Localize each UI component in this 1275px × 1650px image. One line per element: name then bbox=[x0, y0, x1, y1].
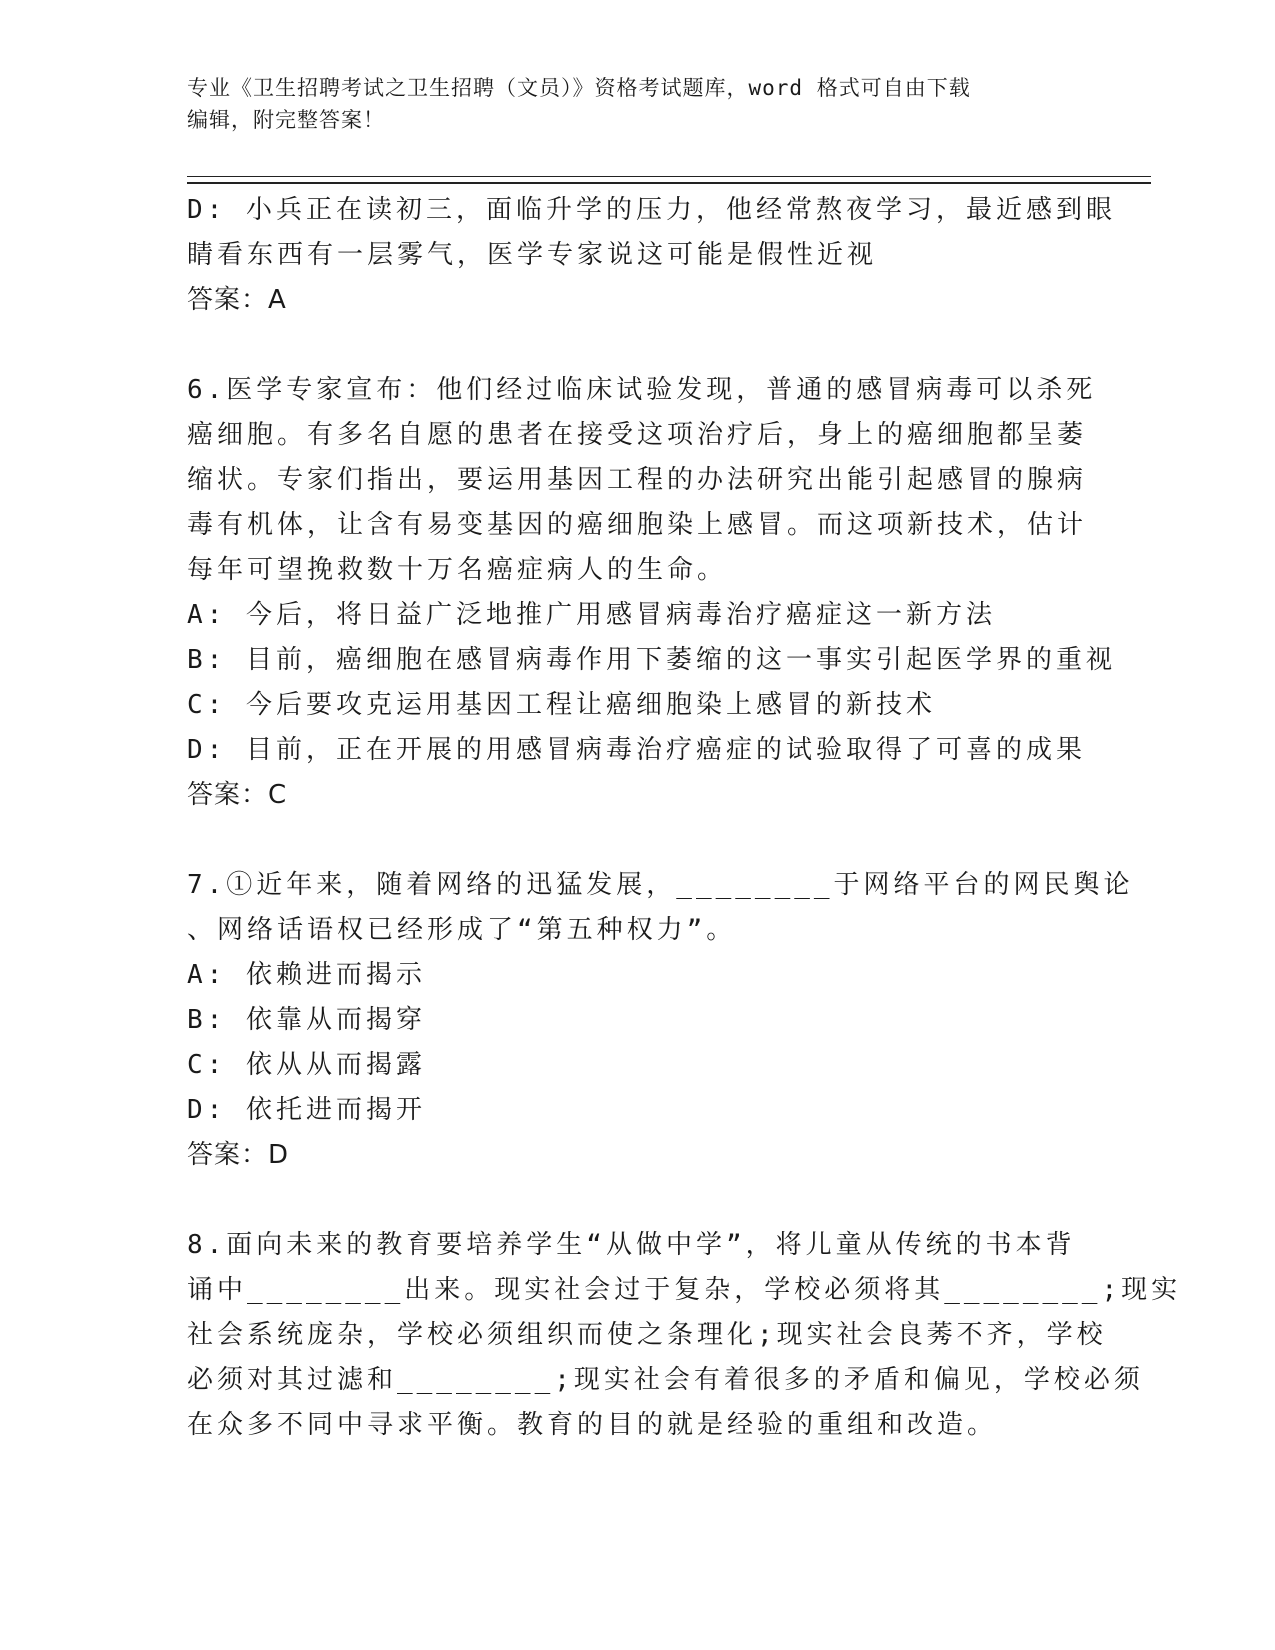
option-a: A: 依赖进而揭示 bbox=[187, 960, 426, 990]
option-c: C: 依从从而揭露 bbox=[187, 1050, 426, 1080]
prev-question bbox=[187, 188, 1116, 323]
answer-label: 答案：D bbox=[187, 1140, 290, 1170]
option-d: D: 目前，正在开展的用感冒病毒治疗癌症的试验取得了可喜的成果 bbox=[187, 735, 1086, 765]
question-8 bbox=[187, 1223, 1182, 1448]
question-stem-line: 癌细胞。有多名自愿的患者在接受这项治疗后，身上的癌细胞都呈萎 bbox=[187, 420, 1088, 450]
answer-label: 答案：A bbox=[187, 285, 287, 315]
question-stem-line: 在众多不同中寻求平衡。教育的目的就是经验的重组和改造。 bbox=[187, 1410, 998, 1440]
option-d: D: 依托进而揭开 bbox=[187, 1095, 426, 1125]
question-stem-line: 8.面向未来的教育要培养学生“从做中学”，将儿童从传统的书本背 bbox=[187, 1230, 1076, 1260]
question-content bbox=[187, 188, 1182, 1448]
question-stem-line: 必须对其过滤和________;现实社会有着很多的矛盾和偏见，学校必须 bbox=[187, 1365, 1144, 1395]
question-stem-line: 每年可望挽救数十万名癌症病人的生命。 bbox=[187, 555, 728, 585]
question-stem-line: 毒有机体，让含有易变基因的癌细胞染上感冒。而这项新技术，估计 bbox=[187, 510, 1088, 540]
question-stem-line: 7.①近年来，随着网络的迅猛发展，________于网络平台的网民舆论 bbox=[187, 870, 1134, 900]
option-c: C: 今后要攻克运用基因工程让癌细胞染上感冒的新技术 bbox=[187, 690, 936, 720]
option-a: A: 今后，将日益广泛地推广用感冒病毒治疗癌症这一新方法 bbox=[187, 600, 996, 630]
question-6 bbox=[187, 368, 1116, 818]
document-header bbox=[187, 72, 1067, 136]
answer-label: 答案：C bbox=[187, 780, 288, 810]
header-line-1: 专业《卫生招聘考试之卫生招聘（文员）》资格考试题库，word 格式可自由下载 bbox=[187, 76, 971, 100]
option-b: B: 依靠从而揭穿 bbox=[187, 1005, 426, 1035]
option-b: B: 目前，癌细胞在感冒病毒作用下萎缩的这一事实引起医学界的重视 bbox=[187, 645, 1116, 675]
question-stem-line: 6.医学专家宣布：他们经过临床试验发现，普通的感冒病毒可以杀死 bbox=[187, 375, 1097, 405]
question-stem-line: 缩状。专家们指出，要运用基因工程的办法研究出能引起感冒的腺病 bbox=[187, 465, 1088, 495]
option-d-line-1: D: 小兵正在读初三，面临升学的压力，他经常熬夜学习，最近感到眼 bbox=[187, 195, 1116, 225]
spacer bbox=[187, 1178, 1087, 1223]
header-divider-thin bbox=[187, 176, 1151, 177]
spacer bbox=[187, 818, 1087, 863]
option-d-line-2: 睛看东西有一层雾气，医学专家说这可能是假性近视 bbox=[187, 240, 878, 270]
header-line-2: 编辑，附完整答案！ bbox=[187, 108, 385, 132]
header-divider-thick bbox=[187, 182, 1151, 184]
question-stem-line: 、网络话语权已经形成了“第五种权力”。 bbox=[187, 915, 737, 945]
question-7 bbox=[187, 863, 1134, 1178]
question-stem-line: 诵中________出来。现实社会过于复杂，学校必须将其________;现实 bbox=[187, 1275, 1182, 1305]
spacer bbox=[187, 323, 1087, 368]
question-stem-line: 社会系统庞杂，学校必须组织而使之条理化;现实社会良莠不齐，学校 bbox=[187, 1320, 1107, 1350]
